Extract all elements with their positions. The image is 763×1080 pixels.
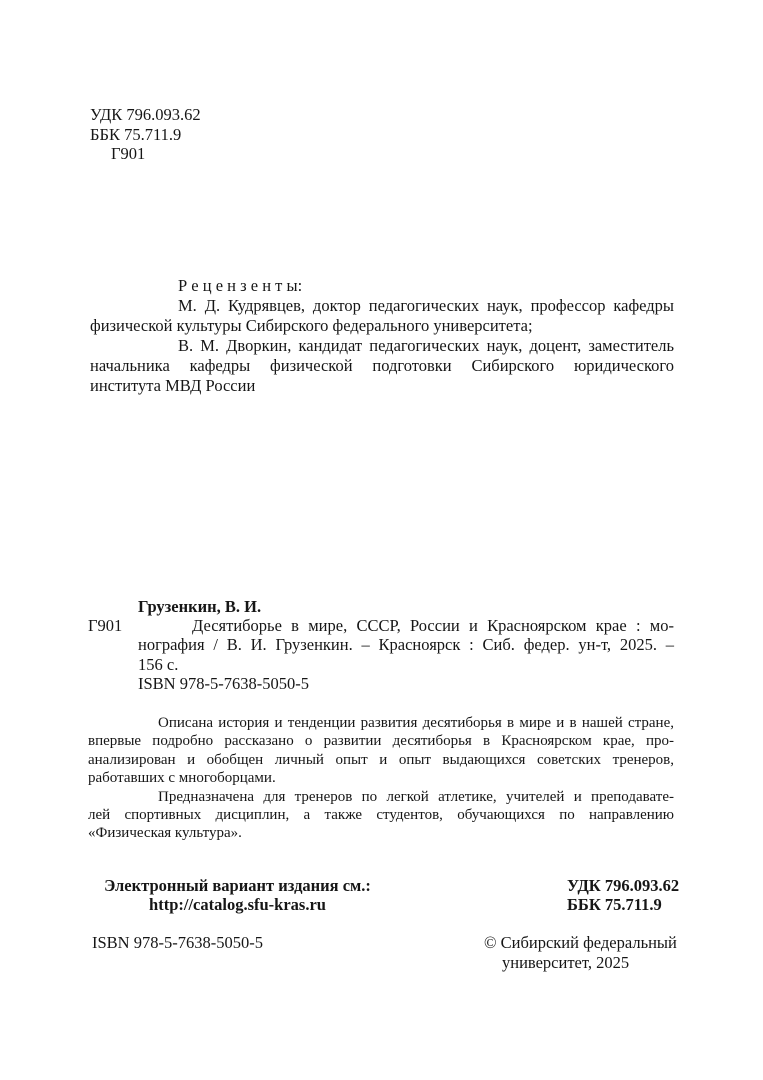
reviewer-1-line: физической культуры Сибирского федерального университета; bbox=[90, 316, 533, 335]
electronic-edition-url: http://catalog.sfu-kras.ru bbox=[149, 895, 326, 914]
card-isbn: ISBN 978-5-7638-5050-5 bbox=[138, 673, 309, 693]
annotation-line: «Физическая культура». bbox=[88, 825, 242, 842]
annotation-line: Предназначена для тренеров по легкой атлетике, учителей и преподавате- bbox=[158, 788, 674, 805]
annotation-line: работавших с многоборцами. bbox=[88, 770, 276, 787]
reviewer-2-line: В. М. Дворкин, кандидат педагогических наук, доцент, заместитель bbox=[178, 336, 674, 355]
card-description-line: нография / В. И. Грузенкин. – Красноярск : Сиб. федер. ун-т, 2025. – bbox=[138, 635, 674, 655]
reviewers-heading: Р е ц е н з е н т ы: bbox=[178, 276, 303, 295]
electronic-edition-block bbox=[95, 876, 380, 914]
catalog-card-block bbox=[88, 597, 674, 693]
footer-udk-code: УДК 796.093.62 bbox=[567, 876, 680, 895]
footer-classification-block bbox=[567, 876, 679, 914]
annotation-line: лей спортивных дисциплин, а также студентов, обучающихся по направлению bbox=[88, 807, 674, 824]
annotation-line: впервые подробно рассказано о развитии десятиборья в Красноярском крае, про- bbox=[88, 733, 674, 750]
footer-isbn: ISBN 978-5-7638-5050-5 bbox=[92, 933, 263, 952]
card-author-heading: Грузенкин, В. И. bbox=[138, 597, 262, 616]
udk-code: УДК 796.093.62 bbox=[90, 105, 201, 124]
annotation-line: анализирован и обобщен личный опыт и опыт выдающихся советских тренеров, bbox=[88, 751, 674, 768]
footer-bbk-code: ББК 75.711.9 bbox=[567, 895, 662, 914]
copyright-line-2: университет, 2025 bbox=[502, 952, 630, 972]
annotation-block bbox=[88, 714, 674, 843]
copyright-line-1: © Сибирский федеральный bbox=[484, 933, 677, 952]
copyright-block bbox=[484, 933, 677, 972]
bbk-code: ББК 75.711.9 bbox=[90, 124, 182, 144]
top-classification-block bbox=[90, 105, 201, 164]
card-description-text: Десятиборье в мире, СССР, России и Красноярском крае : мо- bbox=[192, 616, 674, 636]
author-sign: Г901 bbox=[111, 144, 146, 163]
card-description-line: 156 с. bbox=[138, 654, 179, 674]
electronic-edition-note: Электронный вариант издания см.: bbox=[104, 876, 371, 895]
annotation-line: Описана история и тенденции развития десятиборья в мире и в нашей стране, bbox=[158, 715, 674, 731]
reviewers-block bbox=[90, 276, 674, 396]
reviewer-2-line: начальника кафедры физической подготовки Сибирского юридического bbox=[90, 356, 674, 375]
reviewer-1-line: М. Д. Кудрявцев, доктор педагогических наук, профессор кафедры bbox=[178, 296, 674, 315]
card-description-line bbox=[88, 616, 674, 635]
card-author-sign: Г901 bbox=[88, 616, 123, 636]
reviewer-2-line: института МВД России bbox=[90, 376, 256, 395]
